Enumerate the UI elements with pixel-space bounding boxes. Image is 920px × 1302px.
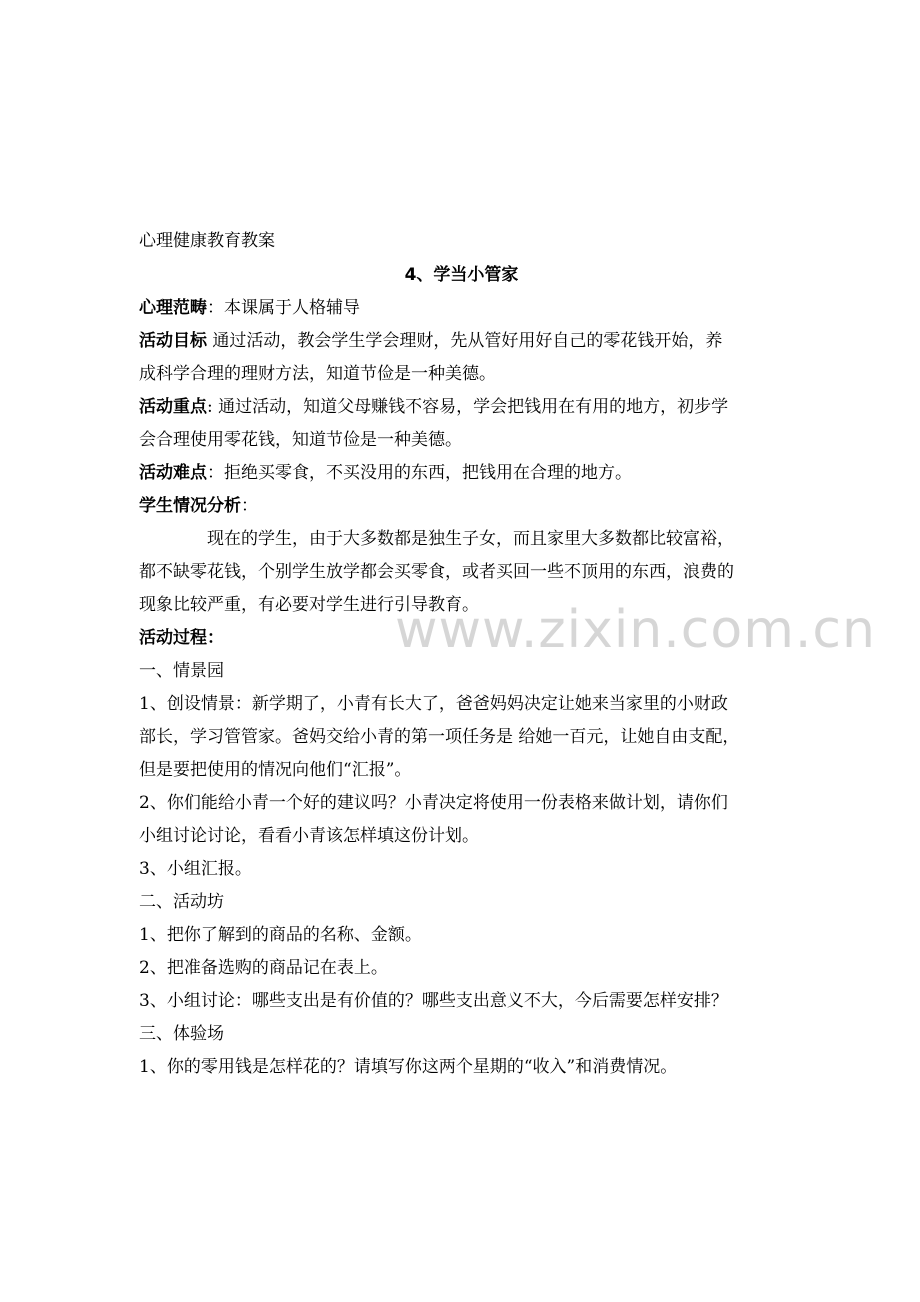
category-sep: ： bbox=[207, 298, 224, 318]
section2-heading: 二、活动坊 bbox=[139, 892, 224, 912]
analysis-sep: ： bbox=[241, 496, 258, 516]
goal-text-1: 通过活动，教会学生学会理财，先从管好用好自己的零花钱开始，养 bbox=[207, 331, 723, 351]
category-line bbox=[139, 296, 784, 329]
section1-item1-line2: 部长，学习管管家。爸妈交给小青的第一项任务是 给她一百元，让她自由支配， bbox=[139, 727, 740, 747]
process-label: 活动过程 bbox=[139, 628, 207, 648]
section2-item1: 1、把你了解到的商品的名称、金额。 bbox=[139, 925, 422, 945]
analysis-heading bbox=[139, 494, 784, 527]
analysis-line-1: 现在的学生，由于大多数都是独生子女，而且家里大多数都比较富裕， bbox=[207, 529, 734, 549]
section1-item1-line3: 但是要把使用的情况向他们“汇报”。 bbox=[139, 760, 412, 780]
difficulty-line bbox=[139, 461, 784, 494]
section1-item3: 3、小组汇报。 bbox=[139, 859, 252, 879]
watermark: www.zixin.com.cn bbox=[395, 600, 876, 660]
analysis-label: 学生情况分析 bbox=[139, 496, 241, 516]
section1-item1-line1: 1、创设情景：新学期了，小青有长大了，爸爸妈妈决定让她来当家里的小财政 bbox=[139, 694, 728, 714]
section3-heading: 三、体验场 bbox=[139, 1024, 224, 1044]
goal-label: 活动目标 bbox=[139, 331, 207, 351]
section1-item2-line2: 小组讨论讨论，看看小青该怎样填这份计划。 bbox=[139, 826, 479, 846]
analysis-line-2: 都不缺零花钱，个别学生放学都会买零食，或者买回一些不顶用的东西，浪费的 bbox=[139, 562, 734, 582]
section2-item3: 3、小组讨论：哪些支出是有价值的？哪些支出意义不大，今后需要怎样安排？ bbox=[139, 991, 728, 1011]
focus-label: 活动重点 bbox=[139, 397, 207, 417]
difficulty-label: 活动难点 bbox=[139, 463, 207, 483]
section1-item2-line1: 2、你们能给小青一个好的建议吗？小青决定将使用一份表格来做计划，请你们 bbox=[139, 793, 728, 813]
focus-sep: : bbox=[207, 397, 213, 417]
focus-line-2: 会合理使用零花钱，知道节俭是一种美德。 bbox=[139, 430, 462, 450]
focus-line-1 bbox=[139, 395, 784, 428]
process-heading bbox=[139, 626, 784, 659]
goal-line-1 bbox=[139, 329, 784, 362]
doc-header: 心理健康教育教案 bbox=[139, 231, 275, 251]
category-label: 心理范畴 bbox=[139, 298, 207, 318]
category-text: 本课属于人格辅导 bbox=[224, 298, 360, 318]
section2-item2: 2、把准备选购的商品记在表上。 bbox=[139, 958, 388, 978]
doc-title: 4、学当小管家 bbox=[404, 265, 519, 285]
focus-text-1: 通过活动，知道父母赚钱不容易，学会把钱用在有用的地方，初步学 bbox=[212, 397, 729, 417]
analysis-line-3: 现象比较严重，有必要对学生进行引导教育。 bbox=[139, 595, 479, 615]
process-sep: ： bbox=[207, 628, 224, 648]
goal-line-2: 成科学合理的理财方法，知道节俭是一种美德。 bbox=[139, 364, 496, 384]
section3-item1: 1、你的零用钱是怎样花的？请填写你这两个星期的“收入”和消费情况。 bbox=[139, 1057, 678, 1077]
section1-heading: 一、情景园 bbox=[139, 661, 224, 681]
difficulty-text: 拒绝买零食，不买没用的东西，把钱用在合理的地方。 bbox=[224, 463, 632, 483]
document-body bbox=[139, 229, 784, 1088]
difficulty-sep: ： bbox=[207, 463, 224, 483]
